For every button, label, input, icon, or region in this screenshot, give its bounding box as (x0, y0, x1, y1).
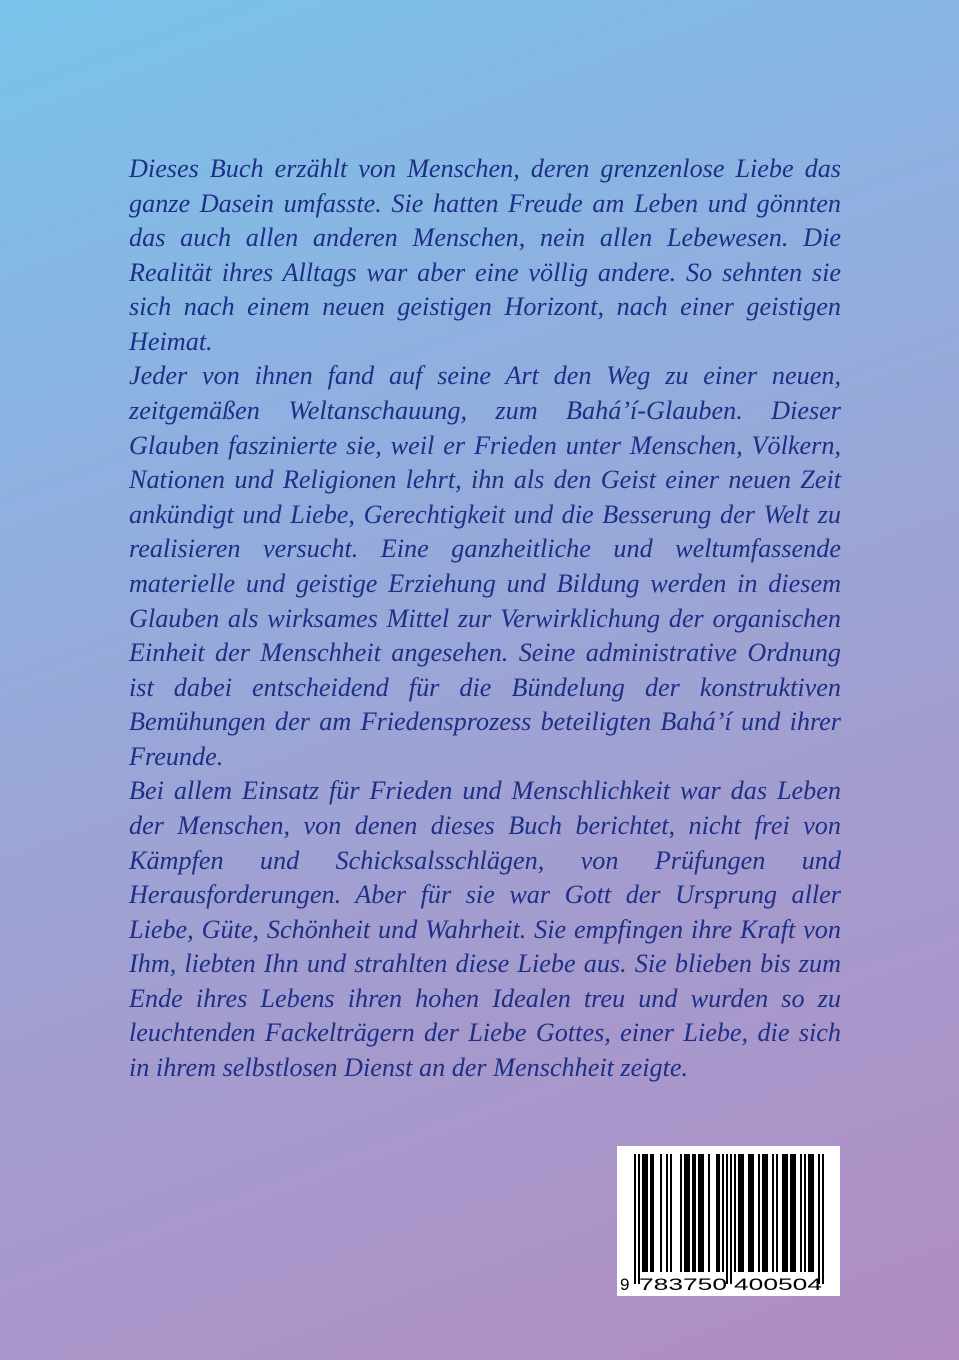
barcode-bar (766, 1154, 768, 1272)
barcode-bar (688, 1154, 690, 1272)
barcode-bar (812, 1154, 814, 1272)
barcode-bar (698, 1154, 700, 1272)
blurb-paragraph-2: Jeder von ihnen fand auf seine Art den Weg zu einer neuen, zeitgemäßen Weltanschauung, zum Bahá’í-Glauben. Dieser Glauben faszinierte sie, weil er Frieden unter Menschen, Völkern, Nationen und Religionen lehrt, ihn als den Geist einer neuen Zeit ankündigt und Liebe, Gerechtigkeit und die Besserung der Welt zu realisieren versucht. Eine ganzheitliche und weltumfassende materielle und geistige Erziehung und Bildung werden in diesem Glauben als wirksames Mittel zur Verwirklichung der organischen Einheit der Menschheit angesehen. Seine administrative Ordnung ist dabei entscheidend für die Bündelung der konstruktiven Bemühungen der am Friedensprozess beteiligten Bahá’í und ihrer Freunde. (129, 361, 841, 771)
barcode-bar (792, 1154, 794, 1272)
barcode-bar (804, 1154, 806, 1272)
barcode-bar (646, 1154, 648, 1272)
barcode-bars (634, 1154, 824, 1284)
barcode-bar (638, 1154, 640, 1284)
barcode-bar (758, 1154, 760, 1272)
barcode-bar (776, 1154, 778, 1272)
barcode-bar (734, 1154, 736, 1272)
barcode-bar (740, 1154, 742, 1272)
barcode-bar (782, 1154, 784, 1272)
barcode-bar (660, 1154, 662, 1272)
barcode-bar (748, 1154, 750, 1272)
barcode-bar (800, 1154, 802, 1272)
barcode-bar (750, 1154, 752, 1272)
isbn-barcode (617, 1146, 840, 1296)
barcode-bar (716, 1154, 718, 1272)
barcode-bar (642, 1154, 644, 1272)
barcode-bar (652, 1154, 654, 1272)
barcode-bar (702, 1154, 704, 1272)
barcode-digit-first: 9 (620, 1275, 630, 1294)
barcode-bar (818, 1154, 820, 1284)
barcode-bar (700, 1154, 702, 1272)
barcode-digits-left: 783750 (639, 1275, 727, 1294)
barcode-bar (810, 1154, 812, 1272)
barcode-bar (686, 1154, 688, 1272)
barcode-bar (786, 1154, 788, 1272)
barcode-bar (752, 1154, 754, 1272)
barcode-bar (822, 1154, 824, 1284)
barcode-bar (784, 1154, 786, 1272)
barcode-bar (730, 1154, 732, 1284)
barcode-bar (694, 1154, 696, 1272)
barcode-bar (790, 1154, 792, 1272)
blurb-paragraph-1: Dieses Buch erzählt von Menschen, deren grenzenlose Liebe das ganze Dasein umfasste. Sie hatten Freude am Leben und gönnten das auch allen anderen Menschen, nein allen Lebewesen. Die Realität ihres Alltags war aber eine völlig andere. So sehnten sie sich nach einem neuen geistigen Horizont, nach einer geistigen Heimat. (129, 154, 841, 356)
barcode-bar (708, 1154, 710, 1272)
barcode-bar (762, 1154, 764, 1272)
barcode-bar (650, 1154, 652, 1272)
barcode-bar (634, 1154, 636, 1284)
blurb-paragraph-3: Bei allem Einsatz für Frieden und Menschlichkeit war das Leben der Menschen, von denen dieses Buch berichtet, nicht frei von Kämpfen und Schicksalsschlägen, von Prüfungen und Herausforderungen. Aber für sie war Gott der Ursprung aller Liebe, Güte, Schönheit und Wahrheit. Sie empfingen ihre Kraft von Ihm, liebten Ihn und strahlten diese Liebe aus. Sie blieben bis zum Ende ihres Lebens ihren hohen Idealen treu und wurden so zu leuchtenden Fackelträgern der Liebe Gottes, einer Liebe, die sich in ihrem selbstlosen Dienst an der Menschheit zeigte. (129, 776, 841, 1083)
barcode-bar (666, 1154, 668, 1272)
barcode-bar (742, 1154, 744, 1272)
barcode-bar (726, 1154, 728, 1284)
barcode-bar (764, 1154, 766, 1272)
barcode-digits-right: 400504 (734, 1275, 822, 1294)
barcode-bar (718, 1154, 720, 1272)
barcode-graphic (617, 1146, 840, 1296)
barcode-bar (722, 1154, 724, 1272)
blurb-text (129, 152, 841, 1086)
barcode-bar (772, 1154, 774, 1272)
barcode-bar (808, 1154, 810, 1272)
barcode-bar (680, 1154, 682, 1272)
barcode-bar (670, 1154, 672, 1272)
barcode-bar (794, 1154, 796, 1272)
barcode-bar (684, 1154, 686, 1272)
barcode-bar (644, 1154, 646, 1272)
barcode-bar (692, 1154, 694, 1272)
barcode-bar (738, 1154, 740, 1272)
